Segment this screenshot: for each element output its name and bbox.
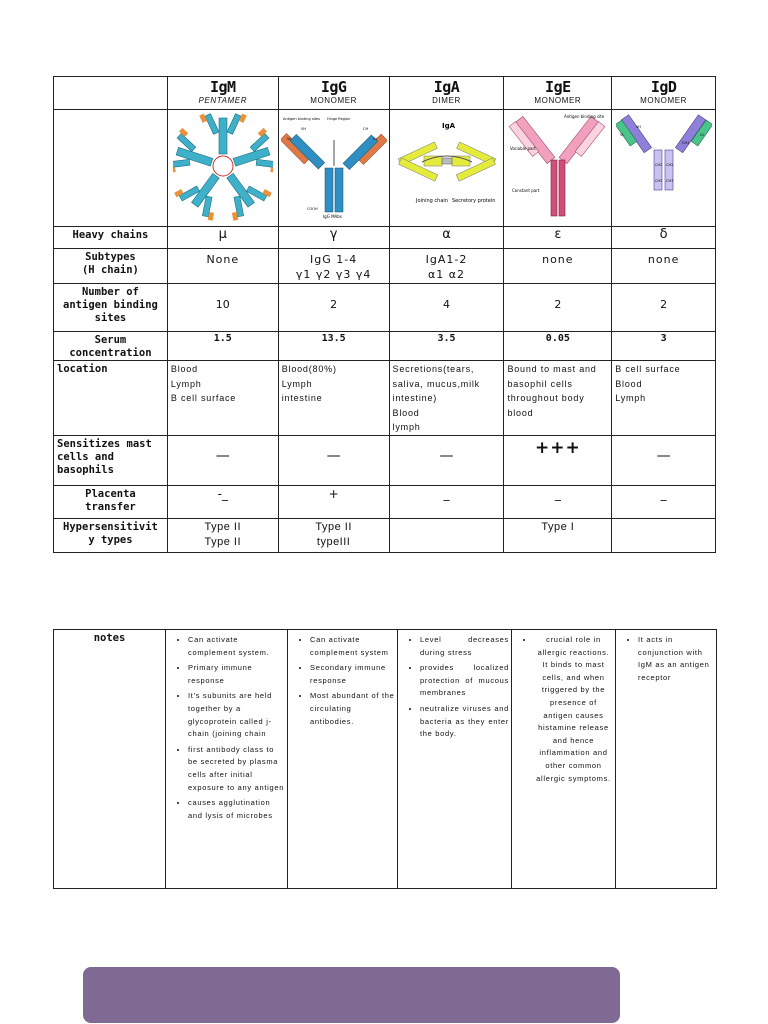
row-label-binding-sites — [54, 284, 168, 332]
hypersensitivity-igd — [612, 518, 716, 552]
igg-label-antigen: Antigen binding sites — [282, 117, 320, 121]
ige-label-variable: Variable part — [509, 146, 536, 151]
ige-label-constant: Constant part — [511, 188, 540, 193]
notes-list-iga — [398, 630, 511, 741]
notes-iga — [398, 630, 512, 889]
igd-structure-cell — [612, 110, 716, 227]
label-line: basophils — [57, 463, 114, 476]
notes-list-igd — [616, 630, 716, 684]
location-igg: Blood(80%) Lymph intestine — [278, 361, 389, 436]
serum-row — [54, 332, 716, 361]
igd-monomer-illustration — [616, 110, 712, 222]
antibody-name: IgD — [650, 78, 677, 96]
corner-cell — [54, 77, 168, 110]
label-line: Placenta — [85, 487, 136, 500]
iga-structure-cell — [389, 110, 504, 227]
row-label-location: location — [54, 361, 168, 436]
header-igg — [278, 77, 389, 110]
subtype-line: γ1 γ2 γ3 γ4 — [295, 268, 372, 281]
igg-label-vl: VL — [286, 137, 291, 141]
subtypes-iga — [389, 249, 504, 284]
ige-structure-cell — [504, 110, 612, 227]
location-igd: B cell surface Blood Lymph — [612, 361, 716, 436]
location-row — [54, 361, 716, 436]
igg-monomer-illustration — [281, 110, 387, 222]
note-item: • It's subunits are held together by a glycoprotein called j-chain (joining chain — [188, 690, 285, 740]
note-item: • It acts in conjunction with IgM as an antigen receptor — [638, 634, 714, 684]
iga-title: IgA — [441, 122, 455, 130]
igm-pentamer-illustration — [173, 110, 273, 222]
igg-label-mabs: IgG MAbs — [322, 214, 342, 219]
header-ige — [504, 77, 612, 110]
subtypes-row — [54, 249, 716, 284]
iga-dimer-illustration — [394, 110, 500, 222]
heavy-chain-igm: μ — [167, 227, 278, 249]
iga-label-joining: Joining chain — [415, 198, 448, 204]
igd-label-ch3-right: CH3 — [665, 179, 673, 183]
row-label-sensitizes — [54, 435, 168, 485]
row-label-heavy-chains: Heavy chains — [54, 227, 168, 249]
ige-monomer-illustration — [508, 110, 608, 222]
subtype-line: IgA1-2 — [425, 253, 468, 266]
antibody-comparison-table — [53, 76, 716, 553]
igg-label-cl: CL — [372, 137, 378, 141]
igd-label-vl: VL — [619, 133, 624, 137]
heavy-chain-igd: δ — [612, 227, 716, 249]
label-line: (H chain) — [81, 264, 139, 276]
igg-right-arm — [343, 134, 387, 170]
placenta-igd: _ — [612, 485, 716, 518]
ige-label-antigen: Antigen binding site — [563, 114, 605, 119]
antibody-name: IgA — [433, 78, 460, 96]
row-label-hypersensitivity — [54, 518, 168, 552]
notes-list-ige — [512, 630, 615, 785]
empty-label-cell — [54, 110, 168, 227]
igg-label-cooh: COOH — [306, 207, 318, 211]
notes-igg — [288, 630, 398, 889]
label-line: cells and — [57, 450, 114, 463]
iga-right-unit — [452, 142, 496, 181]
label-line: y types — [88, 533, 133, 546]
serum-igm: 1.5 — [167, 332, 278, 361]
hypersensitivity-row — [54, 518, 716, 552]
igd-label-ch3: CH3 — [654, 179, 662, 183]
label-line: Hypersensitivit — [63, 520, 158, 533]
antibody-name: IgE — [545, 78, 571, 96]
igd-label-ch2: CH2 — [654, 163, 662, 167]
header-iga — [389, 77, 504, 110]
row-label-serum — [54, 332, 168, 361]
antibody-form: DIMER — [432, 96, 461, 105]
subtype-line: IgG 1-4 — [310, 253, 358, 266]
igd-label-ch2-right: CH2 — [665, 163, 673, 167]
note-item: • Can activate complement system. — [188, 634, 285, 659]
subtypes-ige — [504, 249, 612, 284]
binding-sites-row — [54, 284, 716, 332]
sensitizes-row — [54, 435, 716, 485]
header-igd — [612, 77, 716, 110]
antibody-form: PENTAMER — [198, 96, 248, 105]
note-item: • Level decreases during stress — [420, 634, 509, 659]
structure-images-row — [54, 110, 716, 227]
subtype-line: none — [647, 253, 680, 266]
placenta-row — [54, 485, 716, 518]
footer-banner — [83, 967, 620, 1023]
label-line: Subtypes — [85, 251, 136, 263]
igm-structure-cell — [167, 110, 278, 227]
placenta-igg: + — [278, 485, 389, 518]
label-line: antigen binding — [63, 299, 158, 311]
igd-label-vh: VH — [635, 125, 641, 129]
placenta-iga: _ — [389, 485, 504, 518]
igg-label-vh: VH — [300, 127, 306, 131]
sensitizes-igd: — — [612, 435, 716, 485]
serum-iga: 3.5 — [389, 332, 504, 361]
igg-label-ch: CH — [362, 127, 368, 131]
note-item: • provides localized protection of mucous membranes — [420, 662, 509, 700]
note-item: • Secondary immune response — [310, 662, 395, 687]
antibody-form: MONOMER — [640, 96, 688, 105]
heavy-chains-row — [54, 227, 716, 249]
hypersensitivity-igm: Type II Type II — [167, 518, 278, 552]
notes-row — [54, 630, 717, 889]
notes-ige — [512, 630, 616, 889]
notes-list-igm — [166, 630, 287, 822]
iga-label-secretory: Secretory protein — [451, 198, 495, 204]
igg-structure-cell — [278, 110, 389, 227]
row-label-notes: notes — [54, 630, 166, 889]
igd-label-cl: CL — [699, 133, 705, 137]
label-line: Sensitizes mast — [57, 437, 152, 450]
note-item: • first antibody class to be secreted by plasma cells after initial exposure to any antigen — [188, 744, 285, 794]
binding-sites-igd: 2 — [612, 284, 716, 332]
subtypes-igd — [612, 249, 716, 284]
binding-sites-igg: 2 — [278, 284, 389, 332]
header-igm — [167, 77, 278, 110]
subtype-line: None — [206, 253, 240, 266]
note-item: • neutralize viruses and bacteria as they enter the body. — [420, 703, 509, 741]
subtypes-igg — [278, 249, 389, 284]
binding-sites-iga: 4 — [389, 284, 504, 332]
note-item: • Most abundant of the circulating antibodies. — [310, 690, 395, 728]
header-row — [54, 77, 716, 110]
note-item: • Can activate complement system — [310, 634, 395, 659]
antibody-form: MONOMER — [310, 96, 358, 105]
sensitizes-ige: +++ — [504, 435, 612, 485]
binding-sites-igm: 10 — [167, 284, 278, 332]
location-ige: Bound to mast and basophil cells throughout body blood — [504, 361, 612, 436]
row-label-placenta — [54, 485, 168, 518]
sensitizes-igm: — — [167, 435, 278, 485]
heavy-chain-igg: γ — [278, 227, 389, 249]
antibody-name: IgG — [320, 78, 347, 96]
note-item: • crucial role in allergic reactions. It binds to mast cells, and when triggered by the presence of antigen causes histamine release and hence inflammation and other common allergic symptoms. — [534, 634, 613, 785]
sensitizes-igg: — — [278, 435, 389, 485]
antibody-form: MONOMER — [534, 96, 582, 105]
location-igm: Blood Lymph B cell surface — [167, 361, 278, 436]
serum-ige: 0.05 — [504, 332, 612, 361]
igg-label-hinge: Hinge Region — [326, 117, 350, 121]
antibody-name: IgM — [210, 78, 236, 96]
serum-igg: 13.5 — [278, 332, 389, 361]
label-line: concentration — [69, 347, 152, 359]
note-item: • Primary immune response — [188, 662, 285, 687]
notes-igm — [166, 630, 288, 889]
binding-sites-ige: 2 — [504, 284, 612, 332]
sensitizes-iga: — — [389, 435, 504, 485]
subtype-line: none — [542, 253, 574, 266]
heavy-chain-ige: ε — [504, 227, 612, 249]
subtypes-igm — [167, 249, 278, 284]
note-item: • causes agglutination and lysis of microbes — [188, 797, 285, 822]
hypersensitivity-iga — [389, 518, 504, 552]
hypersensitivity-igg: Type II typeIII — [278, 518, 389, 552]
location-iga: Secretions(tears, saliva, mucus,milk intestine) Blood lymph — [389, 361, 504, 436]
heavy-chain-iga: α — [389, 227, 504, 249]
notes-table — [53, 629, 717, 889]
label-line: Serum — [94, 334, 127, 346]
row-label-subtypes — [54, 249, 168, 284]
serum-igd: 3 — [612, 332, 716, 361]
notes-igd — [616, 630, 717, 889]
placenta-ige: _ — [504, 485, 612, 518]
igm-arm — [199, 113, 246, 154]
label-line: sites — [94, 312, 127, 324]
placenta-igm: -_ — [167, 485, 278, 518]
hypersensitivity-ige: Type I — [504, 518, 612, 552]
iga-left-unit — [398, 142, 442, 181]
label-line: transfer — [85, 500, 136, 513]
label-line: Number of — [81, 286, 139, 298]
igd-label-ch1: CH1 — [681, 141, 689, 145]
subtype-line: α1 α2 — [428, 268, 465, 281]
notes-list-igg — [288, 630, 397, 728]
